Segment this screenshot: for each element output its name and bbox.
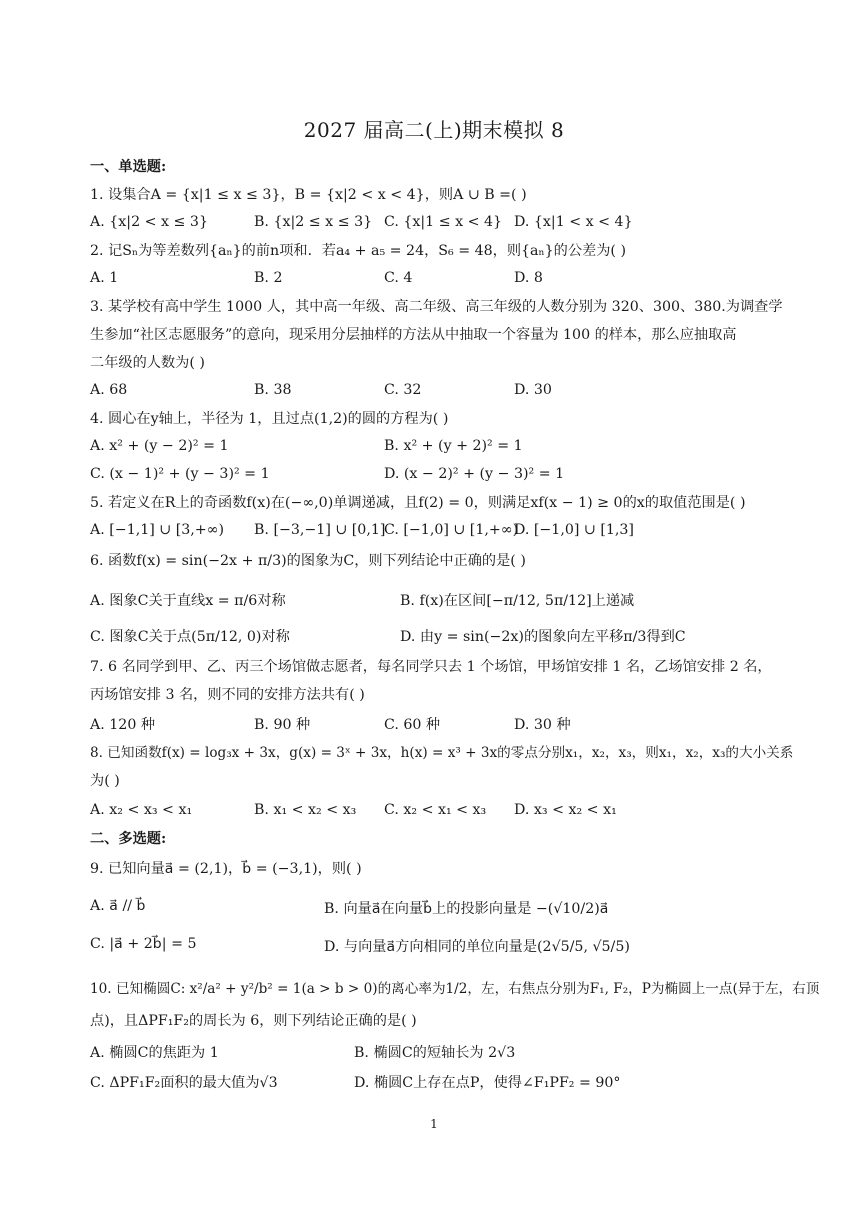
option-b: B. 90 种 bbox=[254, 717, 311, 733]
option-a: A. 1 bbox=[90, 270, 119, 286]
option-d: D. 由y = sin(−2x)的图象向左平移π/3得到C bbox=[400, 629, 686, 645]
option-a: A. a⃗ // b⃗ bbox=[90, 898, 146, 914]
option-d: D. 8 bbox=[514, 270, 543, 286]
question-10-line-2: 点)，且ΔPF₁F₂的周长为 6，则下列结论正确的是( ) bbox=[90, 1013, 417, 1029]
option-a: A. 图象C关于直线x = π/6对称 bbox=[90, 593, 286, 609]
option-c: C. 4 bbox=[384, 270, 413, 286]
question-9-stem: 9. 已知向量a⃗ = (2,1)，b⃗ = (−3,1)，则( ) bbox=[90, 861, 362, 877]
option-a: A. 椭圆C的焦距为 1 bbox=[90, 1045, 219, 1061]
question-4-stem: 4. 圆心在y轴上，半径为 1，且过点(1,2)的圆的方程为( ) bbox=[90, 411, 449, 427]
question-2-stem: 2. 记Sₙ为等差数列{aₙ}的前n项和．若a₄ + a₅ = 24，S₆ = 48，则{aₙ}的公差为( ) bbox=[90, 243, 627, 259]
option-d: D. 30 种 bbox=[514, 717, 571, 733]
question-3-line-1: 3. 某学校有高中学生 1000 人，其中高一年级、高二年级、高三年级的人数分别为 320、300、380.为调查学 bbox=[90, 299, 783, 315]
option-b: B. 椭圆C的短轴长为 2√3 bbox=[354, 1045, 516, 1061]
option-c: C. ΔPF₁F₂面积的最大值为√3 bbox=[90, 1075, 278, 1091]
option-b: B. x₁ < x₂ < x₃ bbox=[254, 802, 357, 818]
question-1-stem: 1. 设集合A = {x|1 ≤ x ≤ 3}，B = {x|2 < x < 4}，则A ∪ B =( ) bbox=[90, 187, 527, 203]
question-7-line-1: 7. 6 名同学到甲、乙、丙三个场馆做志愿者，每名同学只去 1 个场馆，甲场馆安排 1 名，乙场馆安排 2 名， bbox=[90, 659, 772, 675]
option-d: D. x₃ < x₂ < x₁ bbox=[514, 802, 617, 818]
question-3-line-2: 生参加“社区志愿服务”的意向，现采用分层抽样的方法从中抽取一个容量为 100 的样本，那么应抽取高 bbox=[90, 327, 737, 343]
option-c: C. 图象C关于点(5π/12, 0)对称 bbox=[90, 629, 290, 645]
section-heading-multi: 二、多选题: bbox=[90, 831, 167, 847]
option-b: B. 38 bbox=[254, 382, 292, 398]
option-c: C. |a⃗ + 2b⃗| = 5 bbox=[90, 936, 197, 952]
question-5-stem: 5. 若定义在R上的奇函数f(x)在(−∞,0)单调递减，且f(2) = 0，则满足xf(x − 1) ≥ 0的x的取值范围是( ) bbox=[90, 495, 746, 511]
question-6-stem: 6. 函数f(x) = sin(−2x + π/3)的图象为C，则下列结论中正确的是( ) bbox=[90, 553, 526, 569]
option-a: A. [−1,1] ∪ [3,+∞) bbox=[90, 522, 225, 538]
question-7-line-2: 丙场馆安排 3 名，则不同的安排方法共有( ) bbox=[90, 687, 365, 703]
option-d: D. [−1,0] ∪ [1,3] bbox=[514, 522, 634, 538]
option-a: A. x² + (y − 2)² = 1 bbox=[90, 438, 229, 454]
option-a: A. 120 种 bbox=[90, 717, 156, 733]
option-b: B. x² + (y + 2)² = 1 bbox=[384, 438, 523, 454]
option-a: A. {x|2 < x ≤ 3} bbox=[90, 214, 208, 230]
option-c: C. 60 种 bbox=[384, 717, 441, 733]
option-c: C. x₂ < x₁ < x₃ bbox=[384, 802, 487, 818]
question-8-line-2: 为( ) bbox=[90, 773, 120, 789]
section-heading-single: 一、单选题: bbox=[90, 159, 167, 175]
option-b: B. f(x)在区间[−π/12, 5π/12]上递减 bbox=[400, 593, 635, 609]
option-c: C. 32 bbox=[384, 382, 422, 398]
page-number: 1 bbox=[430, 1117, 438, 1131]
question-3-line-3: 二年级的人数为( ) bbox=[90, 355, 205, 371]
option-d: D. {x|1 < x < 4} bbox=[514, 214, 633, 230]
option-c: C. {x|1 ≤ x < 4} bbox=[384, 214, 503, 230]
option-d: D. (x − 2)² + (y − 3)² = 1 bbox=[384, 466, 565, 482]
option-b: B. {x|2 ≤ x ≤ 3} bbox=[254, 214, 373, 230]
option-d: D. 与向量a⃗方向相同的单位向量是(2√5/5, √5/5) bbox=[324, 939, 630, 955]
option-a: A. 68 bbox=[90, 382, 128, 398]
option-d: D. 椭圆C上存在点P，使得∠F₁PF₂ = 90° bbox=[354, 1075, 621, 1091]
option-b: B. [−3,−1] ∪ [0,1] bbox=[254, 522, 386, 538]
option-a: A. x₂ < x₃ < x₁ bbox=[90, 802, 193, 818]
option-b: B. 向量a⃗在向量b⃗上的投影向量是 −(√10/2)a⃗ bbox=[324, 901, 609, 917]
option-c: C. (x − 1)² + (y − 3)² = 1 bbox=[90, 466, 270, 482]
option-b: B. 2 bbox=[254, 270, 283, 286]
option-c: C. [−1,0] ∪ [1,+∞) bbox=[384, 522, 519, 538]
question-8-line-1: 8. 已知函数f(x) = log₃x + 3x，g(x) = 3ˣ + 3x，h(x) = x³ + 3x的零点分别x₁，x₂，x₃，则x₁，x₂，x₃的大小关系 bbox=[90, 745, 794, 761]
page-title: 2027 届高二(上)期末模拟 8 bbox=[303, 118, 565, 142]
option-d: D. 30 bbox=[514, 382, 552, 398]
question-10-line-1: 10. 已知椭圆C: x²/a² + y²/b² = 1(a > b > 0)的离心率为1/2，左，右焦点分别为F₁, F₂，P为椭圆上一点(异于左，右顶 bbox=[90, 981, 820, 997]
